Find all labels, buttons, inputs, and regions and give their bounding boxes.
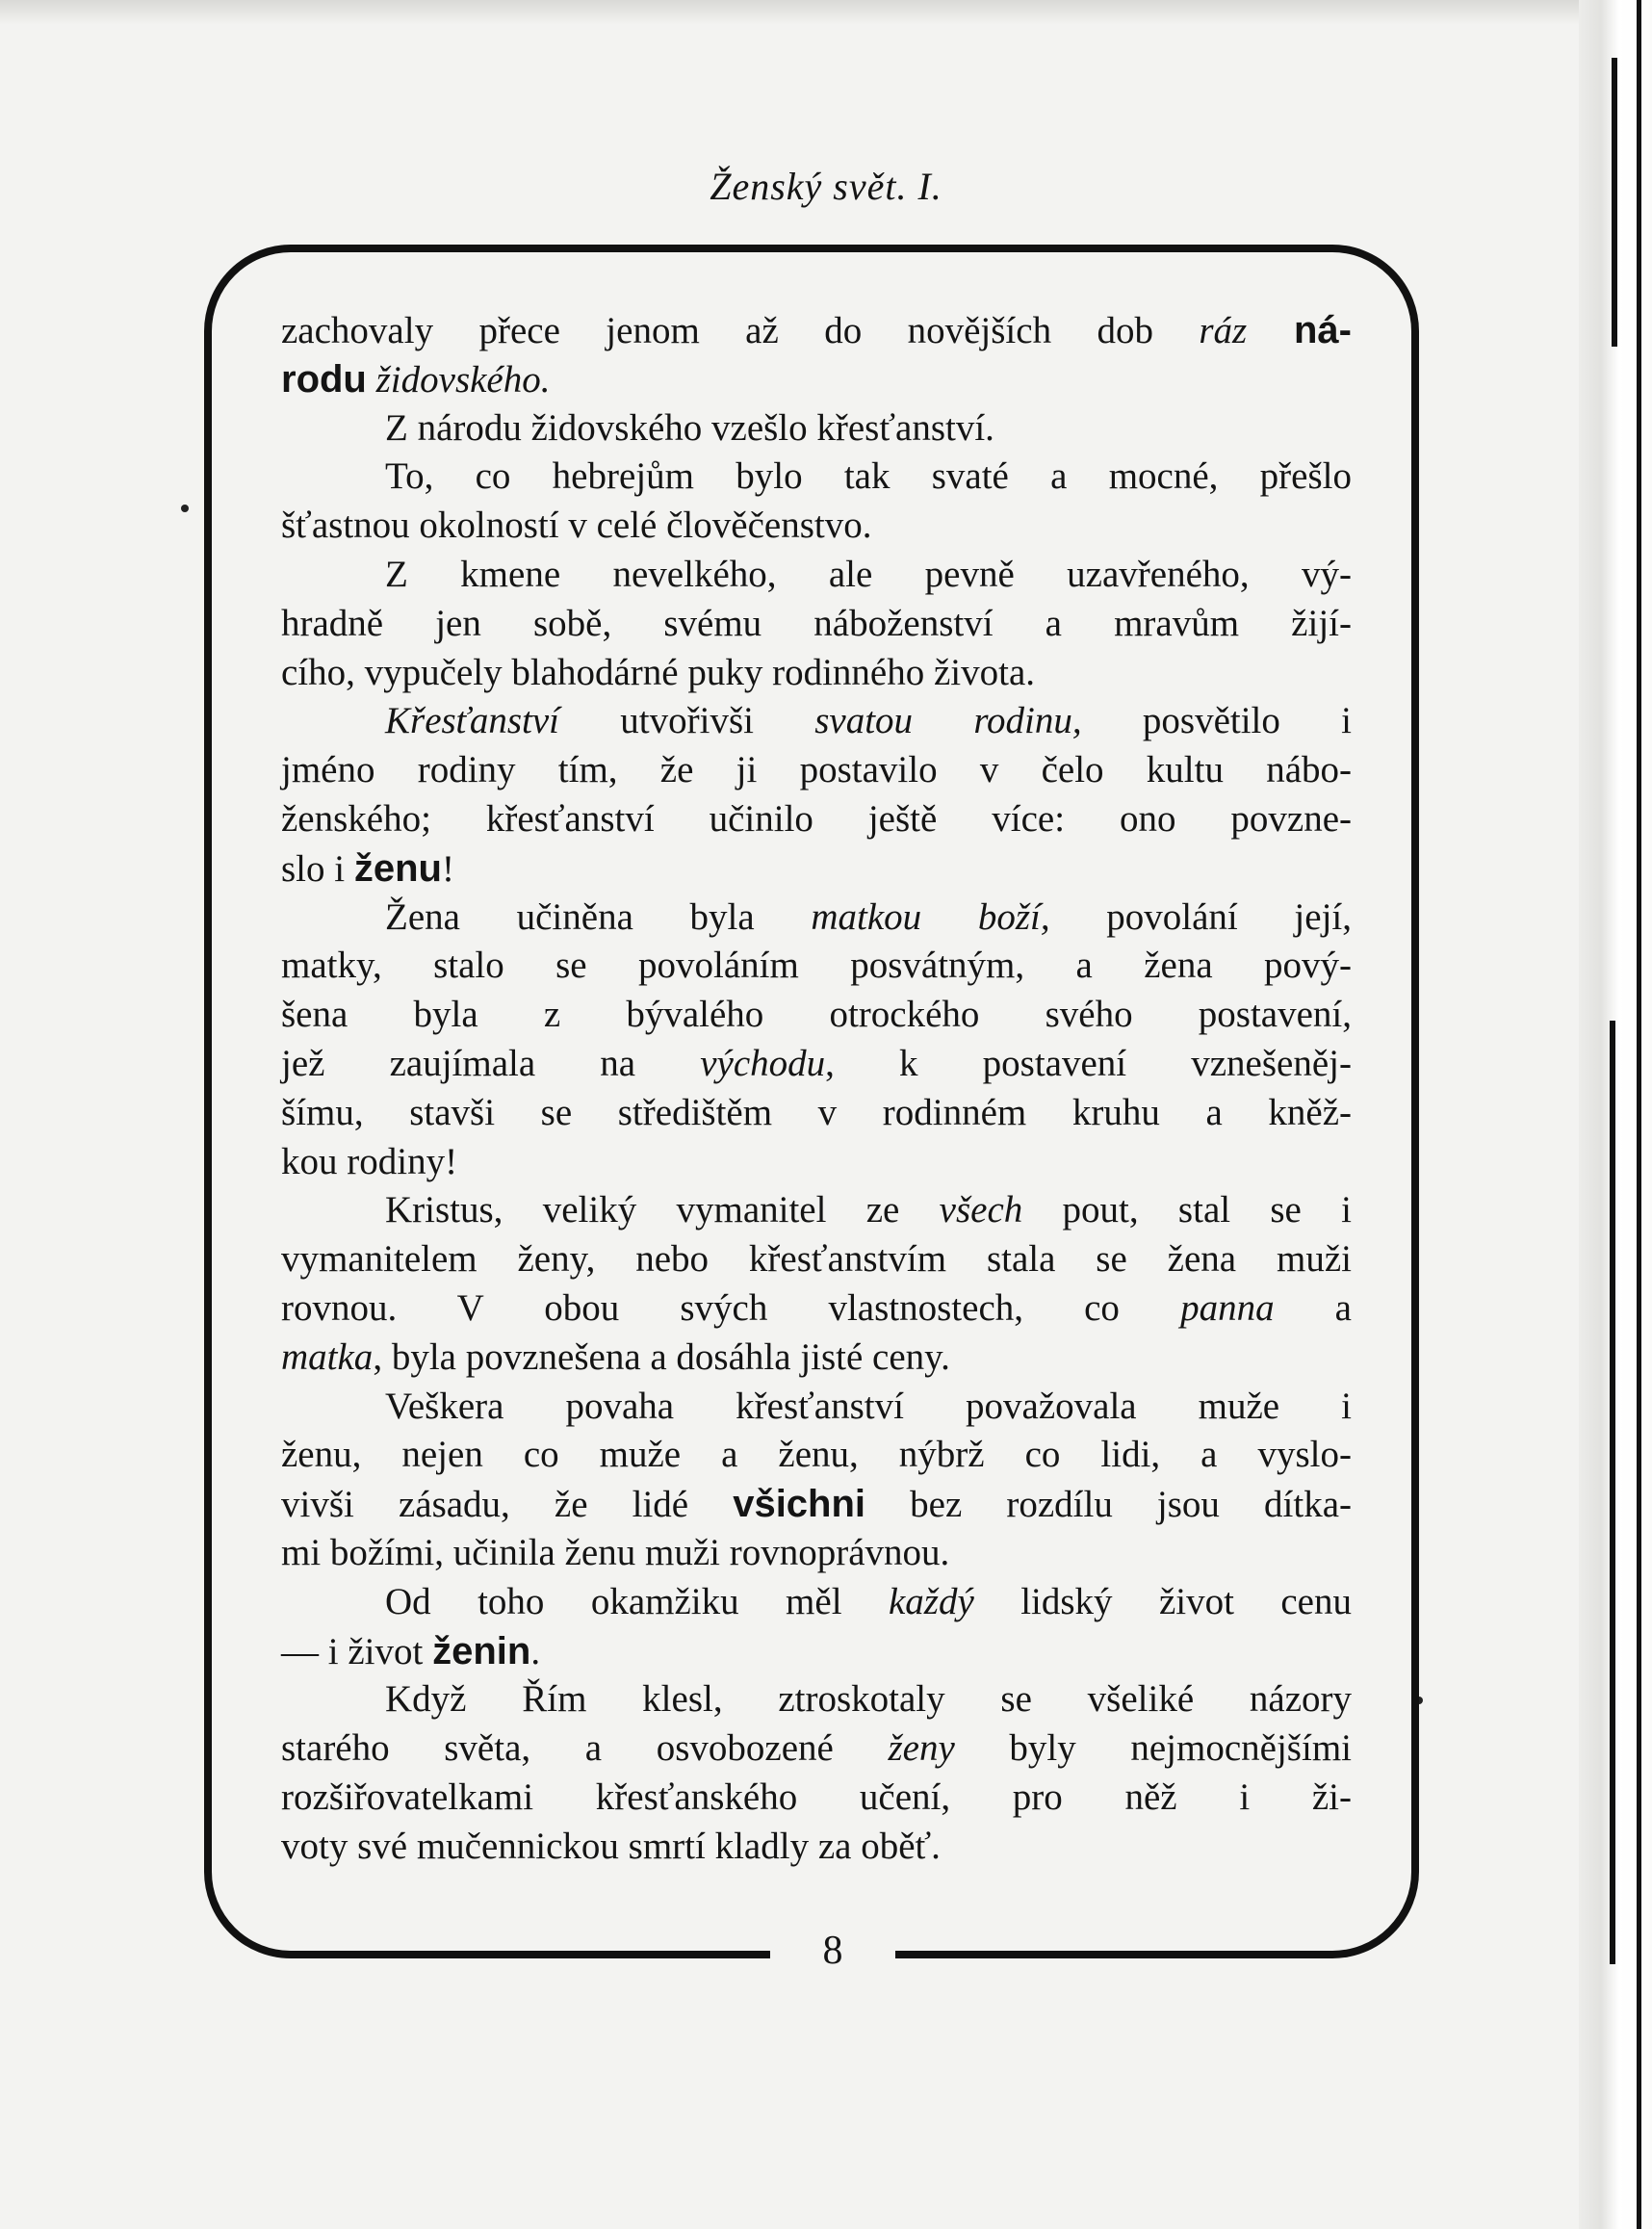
text-line: rozšiřovatelkami křesťanského učení, pro něž i ži- [281, 1775, 1352, 1818]
text-line: Když Řím klesl, ztroskotaly se všeliké názory [385, 1678, 1352, 1721]
text-line: voty své mučennickou smrtí kladly za oběť. [281, 1825, 941, 1867]
text-line: vivši zásadu, že lidé všichni bez rozdílu jsou dítka- [281, 1483, 1352, 1526]
text-line: — i život ženin. [281, 1629, 541, 1672]
text-line: ženského; křesťanství učinilo ještě více: ono povzne- [281, 797, 1352, 840]
page-top-edge [0, 0, 1652, 25]
text-line: Žena učiněna byla matkou boží, povolání její, [385, 895, 1352, 938]
text-line: šťastnou okolností v celé člověčenstvo. [281, 505, 872, 547]
text-line: šímu, stavši se středištěm v rodinném kruhu a kněž- [281, 1091, 1352, 1133]
running-header: Ženský svět. I. [710, 165, 942, 208]
text-line: jež zaujímala na východu, k postavení vznešeněj- [281, 1042, 1352, 1084]
speck [181, 505, 189, 512]
binding-line-bottom [1610, 1021, 1615, 1964]
text-line: rodu židovského. [281, 357, 551, 401]
text-line: vymanitelem ženy, nebo křesťanstvím stala se žena muži [281, 1238, 1352, 1281]
text-line: mi božími, učinila ženu muži rovnoprávnou. [281, 1531, 950, 1573]
text-line: matka, byla povznešena a dosáhla jisté ceny. [281, 1335, 950, 1378]
text-line: jméno rodiny tím, že ji postavilo v čelo kultu nábo- [281, 749, 1352, 791]
text-line: zachovaly přece jenom až do novějších dob ráz ná- [281, 309, 1352, 351]
text-line: kou rodiny! [281, 1140, 458, 1182]
text-line: rovnou. V obou svých vlastnostech, co panna a [281, 1286, 1352, 1329]
text-line: slo i ženu! [281, 846, 454, 890]
text-line: Křesťanství utvořivši svatou rodinu, posvětilo i [385, 700, 1352, 742]
body-text [281, 306, 1352, 1872]
text-line: ženu, nejen co muže a ženu, nýbrž co lidi, a vyslo- [281, 1434, 1352, 1476]
text-line: Od toho okamžiku měl každý lidský život cenu [385, 1580, 1352, 1622]
text-line: cího, vypučely blahodárné puky rodinného života. [281, 651, 1036, 693]
text-line: hradně jen sobě, svému náboženství a mravům žijí- [281, 602, 1352, 644]
text-line: šena byla z bývalého otrockého svého postavení, [281, 994, 1352, 1036]
page-number: 8 [822, 1929, 843, 1973]
text-line: Kristus, veliký vymanitel ze všech pout, stal se i [385, 1189, 1352, 1231]
binding-line-outer [1637, 0, 1641, 2229]
text-line: To, co hebrejům bylo tak svaté a mocné, přešlo [385, 455, 1352, 498]
text-line: Z kmene nevelkého, ale pevně uzavřeného, vý- [385, 553, 1352, 595]
text-line: Veškera povaha křesťanství považovala muže i [385, 1385, 1352, 1427]
text-line: Z národu židovského vzešlo křesťanství. [385, 406, 994, 449]
text-line: starého světa, a osvobozené ženy byly nejmocnějšími [281, 1727, 1352, 1770]
text-line: matky, stalo se povoláním posvátným, a žena pový- [281, 945, 1352, 987]
